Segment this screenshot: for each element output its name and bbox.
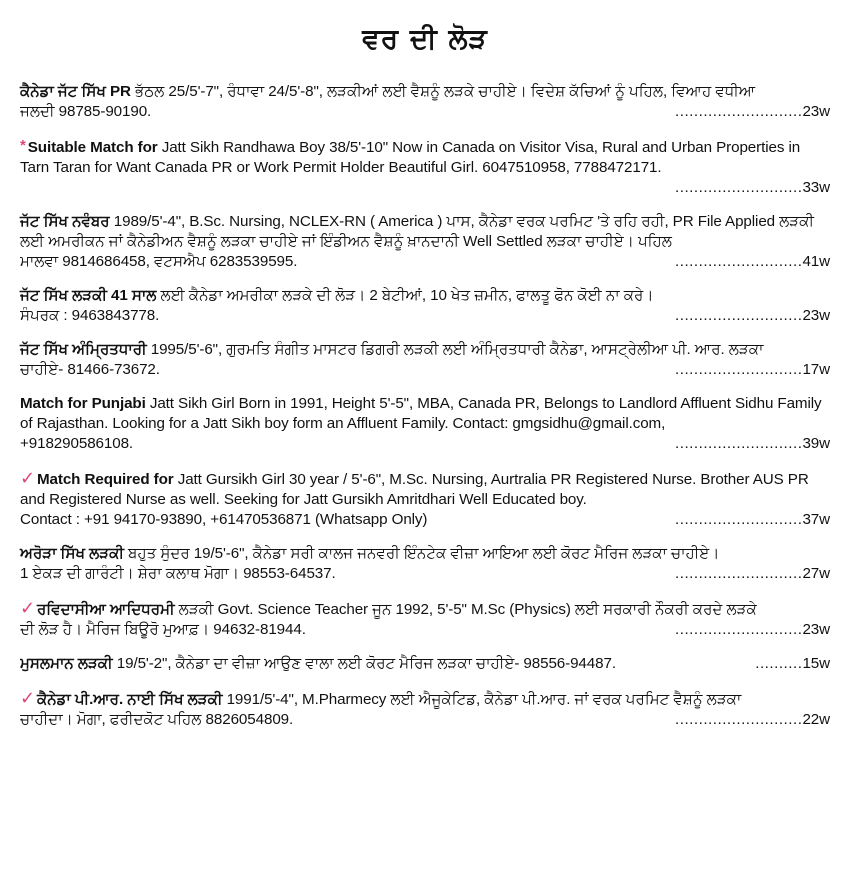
ad-text: 1989/5'-4", B.Sc. Nursing, NCLEX-RN ( America ) ਪਾਸ, ਕੈਨੇਡਾ ਵਰਕ ਪਰਮਿਟ 'ਤੇ ਰਹਿ ਰਹੀ, PR File Applied ਲੜਕੀ ਲਈ ਅਮਰੀਕਨ ਜਾਂ ਕੈਨੇਡੀਅਨ ਵੈਸ਼ਨੂੰ ਲੜਕਾ ਚਾਹੀਏ ਜਾਂ ਇੰਡੀਅਨ ਵੈਸ਼ਨੂੰ ਖ਼ਾਨਦਾਨੀ Well Settled ਲੜਕਾ ਚਾਹੀਏ। ਪਹਿਲ [20, 213, 814, 250]
leader-dots [675, 565, 802, 582]
ad-word-count: 15w [802, 655, 830, 672]
ad-heading: ਕੈਨੇਡਾ ਜੱਟ ਸਿੱਖ PR [20, 83, 131, 100]
leader-dots [755, 655, 802, 672]
ad-word-count: 23w [802, 621, 830, 638]
ad-text: ਲੜਕੀ Govt. Science Teacher ਜੂਨ 1992, 5'-5" M.Sc (Physics) ਲਈ ਸਰਕਾਰੀ ਨੌਕਰੀ ਕਰਦੇ ਲੜਕੇ [174, 601, 757, 618]
ad-code [675, 252, 830, 272]
ad-word-count: 17w [802, 361, 830, 378]
ad-footer [20, 710, 830, 730]
ad-footer [20, 306, 830, 326]
ad-contact: ਸੰਪਰਕ : 9463843778. [20, 307, 160, 324]
ad-footer [20, 178, 830, 198]
ad-text: 1995/5'-6", ਗੁਰਮਤਿ ਸੰਗੀਤ ਮਾਸਟਰ ਡਿਗਰੀ ਲੜਕੀ ਲਈ ਅੰਮ੍ਰਿਤਧਾਰੀ ਕੈਨੇਡਾ, ਆਸਟ੍ਰੇਲੀਆ ਪੀ. ਆਰ. ਲੜਕਾ [146, 341, 764, 358]
classified-ad [20, 544, 830, 584]
ad-code [755, 654, 830, 674]
asterisk-icon: * [20, 137, 26, 154]
ad-code [675, 306, 830, 326]
classified-ad [20, 654, 830, 674]
ad-word-count: 22w [802, 711, 830, 728]
classified-ad [20, 468, 830, 530]
ad-heading: Match Required for [36, 471, 174, 488]
leader-dots [675, 621, 802, 638]
ad-contact: ਚਾਹੀਦਾ। ਮੋਗਾ, ਫਰੀਦਕੋਟ ਪਹਿਲ 8826054809. [20, 711, 294, 728]
ad-word-count: 33w [802, 179, 830, 196]
ad-text: ਭੱਠਲ 25/5'-7", ਰੰਧਾਵਾ 24/5'-8", ਲੜਕੀਆਂ ਲਈ ਵੈਸ਼ਨੂੰ ਲੜਕੇ ਚਾਹੀਏ। ਵਿਦੇਸ਼ ਕੱਚਿਆਂ ਨੂੰ ਪਹਿਲ, ਵਿਆਹ ਵਧੀਆ [130, 83, 756, 100]
leader-dots [675, 361, 802, 378]
ad-footer [20, 252, 830, 272]
classified-ad [20, 688, 830, 730]
ad-word-count: 37w [802, 511, 830, 528]
ad-heading: Match for Punjabi [20, 395, 146, 412]
ad-contact: +918290586108. [20, 435, 134, 452]
ad-heading: ਅਰੋੜਾ ਸਿੱਖ ਲੜਕੀ [20, 545, 124, 562]
ad-text: 19/5'-2", ਕੈਨੇਡਾ ਦਾ ਵੀਜ਼ਾ ਆਉਣ ਵਾਲਾ ਲਈ ਕੋਰਟ ਮੈਰਿਜ ਲੜਕਾ ਚਾਹੀਏ- 98556-94487. [112, 655, 616, 672]
section-title: ਵਰ ਦੀ ਲੋੜ [362, 22, 488, 55]
ad-code [675, 434, 830, 454]
ad-contact: ਚਾਹੀਏ- 81466-73672. [20, 361, 160, 378]
classified-ad [20, 340, 830, 380]
leader-dots [675, 435, 802, 452]
ad-contact: 1 ਏਕੜ ਦੀ ਗਾਰੰਟੀ। ਸ਼ੇਰਾ ਕਲਾਥ ਮੋਗਾ। 98553-64537. [20, 565, 336, 582]
ad-code [675, 620, 830, 640]
ad-text: ਬਹੁਤ ਸੁੰਦਰ 19/5'-6", ਕੈਨੇਡਾ ਸਰੀ ਕਾਲਜ ਜਨਵਰੀ ਇੰਨਟੇਕ ਵੀਜ਼ਾ ਆਇਆ ਲਈ ਕੋਰਟ ਮੈਰਿਜ ਲੜਕਾ ਚਾਹੀਏ। [123, 545, 720, 562]
ad-footer [20, 654, 830, 674]
ad-contact: ਜਲਦੀ 98785-90190. [20, 103, 152, 120]
ad-code [675, 178, 830, 198]
checkmark-icon: ✓ [20, 598, 35, 618]
ad-text: Jatt Sikh Girl Born in 1991, Height 5'-5", MBA, Canada PR, Belongs to Landlord Affluent Sidhu Family of Rajasthan. Looking for a Jatt Sikh boy form an Affluent Family. Contact: gmgsidhu@gmail.com, [20, 395, 822, 432]
ad-heading: Suitable Match for [27, 139, 158, 156]
ad-word-count: 41w [802, 253, 830, 270]
ad-contact: ਮਾਲਵਾ 9814686458, ਵਟਸਐਪ 6283539595. [20, 253, 298, 270]
classified-ad [20, 286, 830, 326]
ad-heading: ਜੱਟ ਸਿੱਖ ਲੜਕੀ 41 ਸਾਲ [20, 287, 157, 304]
ad-word-count: 39w [802, 435, 830, 452]
ad-text: Jatt Gursikh Girl 30 year / 5'-6", M.Sc. Nursing, Aurtralia PR Registered Nurse. Brother AUS PR and Registered Nurse as well. Seeking for Jatt Gursikh Amritdhari Well Educated boy. [20, 471, 809, 508]
leader-dots [675, 307, 802, 324]
ad-heading: ਜੱਟ ਸਿੱਖ ਨਵੰਬਰ [20, 213, 110, 230]
ad-code [675, 710, 830, 730]
ad-heading: ਜੱਟ ਸਿੱਖ ਅੰਮ੍ਰਿਤਧਾਰੀ [20, 341, 147, 358]
classified-ad [20, 212, 830, 272]
leader-dots [675, 253, 802, 270]
ad-code [675, 564, 830, 584]
leader-dots [675, 103, 802, 120]
ad-contact: ਦੀ ਲੋੜ ਹੈ। ਮੈਰਿਜ ਬਿਊਰੋ ਮੁਆਫ਼। 94632-81944. [20, 621, 306, 638]
ad-text: ਲਈ ਕੈਨੇਡਾ ਅਮਰੀਕਾ ਲੜਕੇ ਦੀ ਲੋੜ। 2 ਬੇਟੀਆਂ, 10 ਖੇਤ ਜ਼ਮੀਨ, ਫਾਲਤੂ ਫੋਨ ਕੋਈ ਨਾ ਕਰੇ। [156, 287, 654, 304]
ad-contact: Contact : +91 94170-93890, +61470536871 (Whatsapp Only) [20, 511, 428, 528]
ad-heading: ਰਵਿਦਾਸੀਆ ਆਦਿਧਰਮੀ [36, 601, 175, 618]
classified-ad [20, 394, 830, 454]
ad-body-line [20, 654, 755, 674]
ad-code [675, 102, 830, 122]
ad-footer [20, 510, 830, 530]
ad-word-count: 27w [802, 565, 830, 582]
ad-footer [20, 564, 830, 584]
leader-dots [675, 511, 802, 528]
leader-dots [675, 711, 802, 728]
ad-code [675, 510, 830, 530]
ad-footer [20, 102, 830, 122]
ad-heading: ਕੈਨੇਡਾ ਪੀ.ਆਰ. ਨਾਈ ਸਿੱਖ ਲੜਕੀ [36, 691, 223, 708]
leader-dots [675, 179, 802, 196]
checkmark-icon: ✓ [20, 688, 35, 708]
ad-text: Jatt Sikh Randhawa Boy 38/5'-10" Now in Canada on Visitor Visa, Rural and Urban Properties in Tarn Taran for Want Canada PR or Work Permit Holder Beautiful Girl. 6047510958, 7788472171. [20, 139, 801, 176]
classified-ad [20, 136, 830, 198]
ad-footer [20, 360, 830, 380]
ad-text: 1991/5'-4", M.Pharmecy ਲਈ ਐਜੂਕੇਟਿਡ, ਕੈਨੇਡਾ ਪੀ.ਆਰ. ਜਾਂ ਵਰਕ ਪਰਮਿਟ ਵੈਸ਼ਨੂੰ ਲੜਕਾ [222, 691, 742, 708]
ad-footer [20, 620, 830, 640]
ad-footer [20, 434, 830, 454]
classified-ad [20, 82, 830, 122]
checkmark-icon: ✓ [20, 468, 35, 488]
ad-code [675, 360, 830, 380]
ad-word-count: 23w [802, 307, 830, 324]
ad-word-count: 23w [802, 103, 830, 120]
ad-heading: ਮੁਸਲਮਾਨ ਲੜਕੀ [20, 655, 113, 672]
classified-ad [20, 598, 830, 640]
